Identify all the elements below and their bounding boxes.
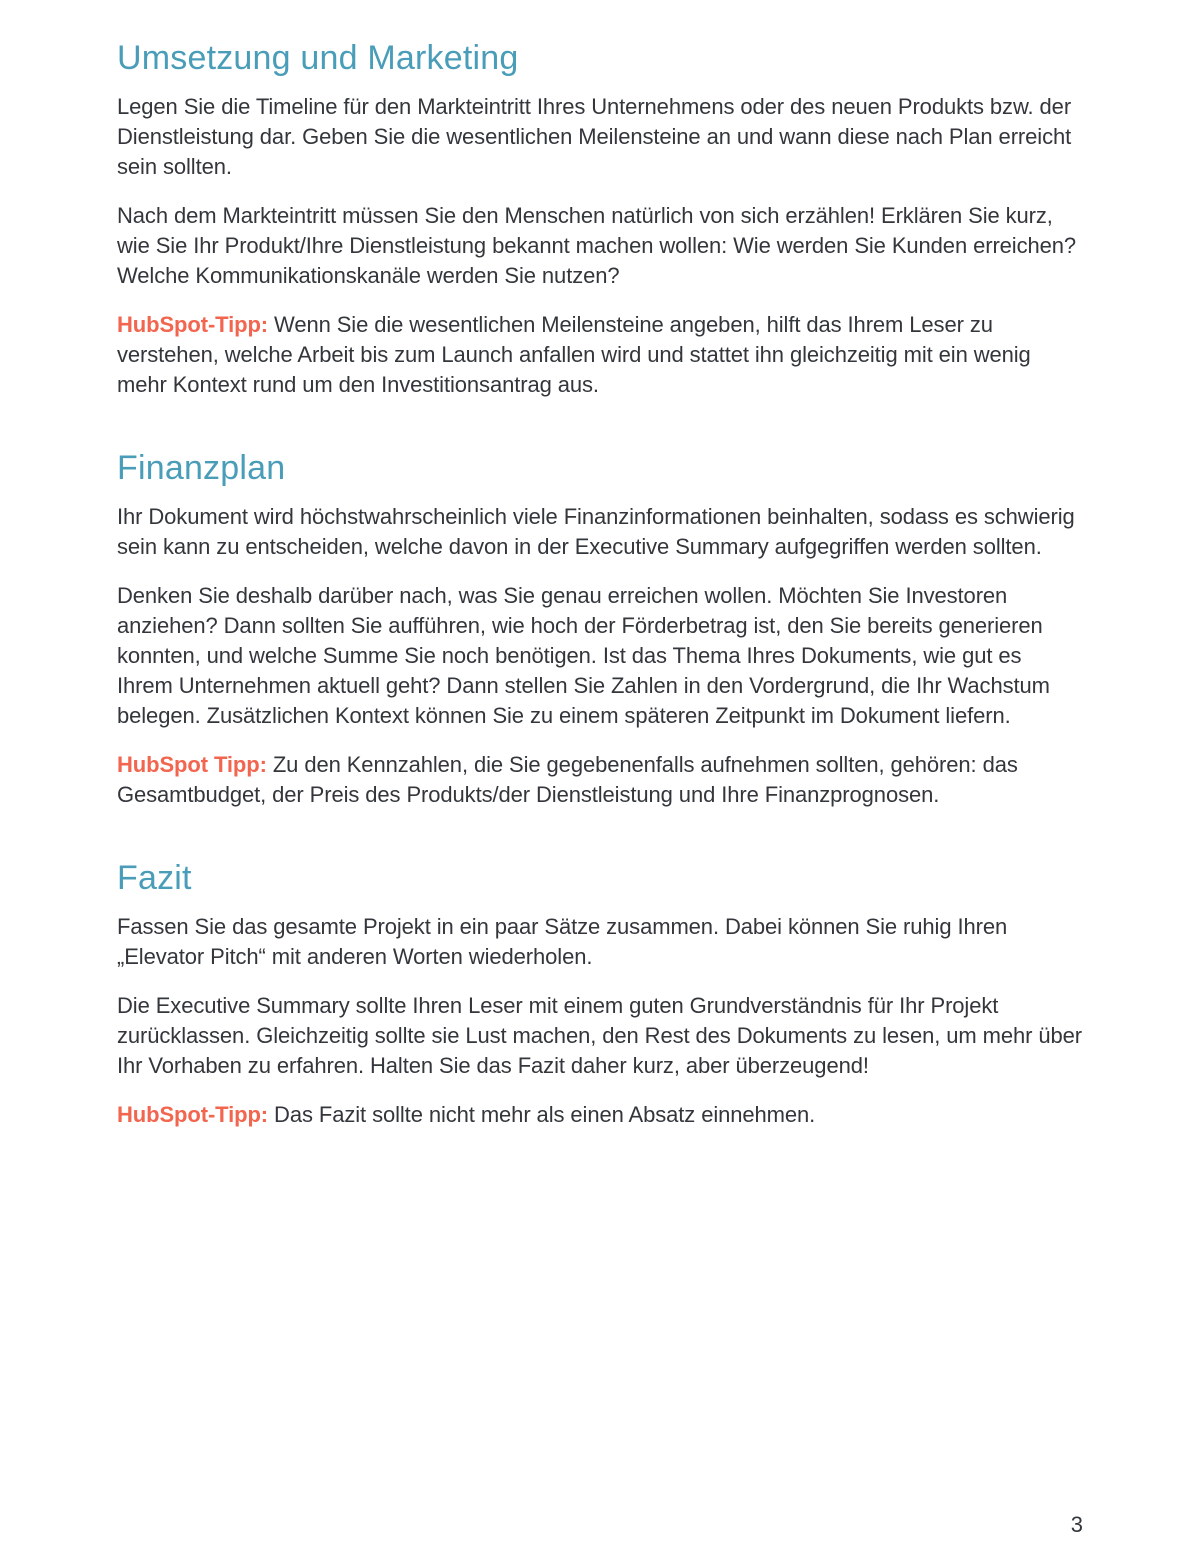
page-number: 3 — [1070, 1512, 1083, 1537]
heading-umsetzung-und-marketing: Umsetzung und Marketing — [117, 39, 519, 77]
paragraph: Nach dem Markteintritt müssen Sie den Menschen natürlich von sich erzählen! Erklären Sie kurz, wie Sie Ihr Produkt/Ihre Dienstleistung bekannt machen wollen: Wie werden Sie Kunden erreichen? Welche Kommunikationskanäle werden Sie nutzen? — [117, 203, 1077, 288]
hubspot-tip-label: HubSpot Tipp: — [117, 752, 267, 777]
paragraph: Denken Sie deshalb darüber nach, was Sie genau erreichen wollen. Möchten Sie Investoren anziehen? Dann sollten Sie aufführen, wie hoch der Förderbetrag ist, den Sie bereits generieren konnten, und welche Summe Sie noch benötigen. Ist das Thema Ihres Dokuments, wie gut es Ihrem Unternehmen aktuell geht? Dann stellen Sie Zahlen in den Vordergrund, die Ihr Wachstum belegen. Zusätzlichen Kontext können Sie zu einem späteren Zeitpunkt im Dokument liefern. — [117, 583, 1050, 728]
heading-finanzplan: Finanzplan — [117, 449, 286, 487]
hubspot-tip — [117, 1100, 1083, 1130]
hubspot-tip-text: Das Fazit sollte nicht mehr als einen Absatz einnehmen. — [274, 1102, 816, 1127]
hubspot-tip-text: Wenn Sie die wesentlichen Meilensteine angeben, hilft das Ihrem Leser zu verstehen, welche Arbeit bis zum Launch anfallen wird und stattet ihn gleichzeitig mit ein wenig mehr Kontext rund um den Investitionsantrag aus. — [117, 312, 1031, 397]
hubspot-tip-label: HubSpot-Tipp: — [117, 312, 269, 337]
hubspot-tip — [117, 750, 1083, 810]
paragraph: Fassen Sie das gesamte Projekt in ein paar Sätze zusammen. Dabei können Sie ruhig Ihren „Elevator Pitch“ mit anderen Worten wiederholen. — [117, 914, 1008, 969]
section-finanzplan — [117, 448, 1083, 810]
hubspot-tip-label: HubSpot-Tipp: — [117, 1102, 269, 1127]
section-umsetzung-und-marketing — [117, 38, 1083, 400]
paragraph: Ihr Dokument wird höchstwahrscheinlich viele Finanzinformationen beinhalten, sodass es schwierig sein kann zu entscheiden, welche davon in der Executive Summary aufgegriffen werden sollten. — [117, 504, 1075, 559]
hubspot-tip — [117, 310, 1083, 400]
section-fazit — [117, 858, 1083, 1130]
hubspot-tip-text: Zu den Kennzahlen, die Sie gegebenenfalls aufnehmen sollten, gehören: das Gesamtbudget, der Preis des Produkts/der Dienstleistung und Ihre Finanzprognosen. — [117, 752, 1018, 807]
heading-fazit: Fazit — [117, 859, 192, 897]
paragraph: Die Executive Summary sollte Ihren Leser mit einem guten Grundverständnis für Ihr Projekt zurücklassen. Gleichzeitig sollte sie Lust machen, den Rest des Dokuments zu lesen, um mehr über Ihr Vorhaben zu erfahren. Halten Sie das Fazit daher kurz, aber überzeugend! — [117, 993, 1082, 1078]
paragraph: Legen Sie die Timeline für den Markteintritt Ihres Unternehmens oder des neuen Produkts bzw. der Dienstleistung dar. Geben Sie die wesentlichen Meilensteine an und wann diese nach Plan erreicht sein sollten. — [117, 94, 1072, 179]
